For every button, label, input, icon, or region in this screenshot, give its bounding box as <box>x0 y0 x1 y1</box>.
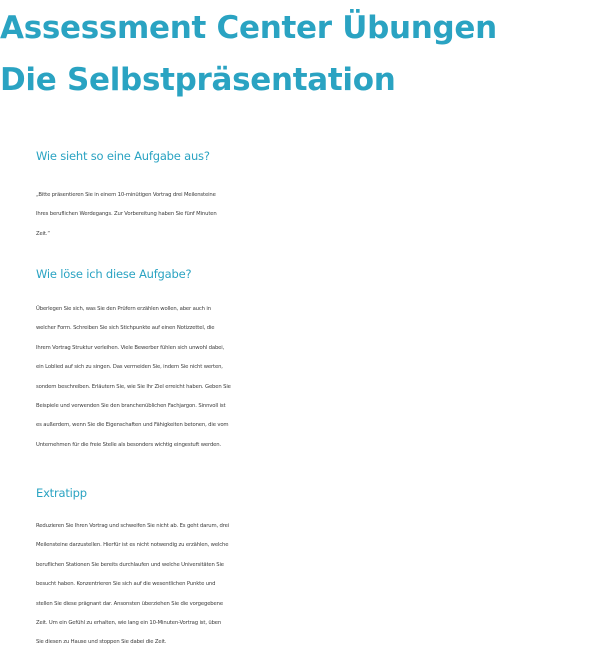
body-line: ein Loblied auf sich zu singen. Das vermeiden Sie, indem Sie nicht werten, <box>36 364 223 371</box>
body-line: Ihres beruflichen Werdegangs. Zur Vorbereitung haben Sie fünf Minuten <box>36 211 217 218</box>
body-line: Sie diesen zu Hause und stoppen Sie dabei die Zeit. <box>36 639 167 646</box>
body-line: „Bitte präsentieren Sie in einem 10-minütigen Vortrag drei Meilensteine <box>36 192 216 198</box>
body-line: sondern beschreiben. Erläutern Sie, wie Sie Ihr Ziel erreicht haben. Geben Sie <box>36 383 231 390</box>
body-line: welcher Form. Schreiben Sie sich Stichpunkte auf einen Notizzettel, die <box>36 325 215 332</box>
page-title <box>0 2 497 106</box>
section-heading: Wie sieht so eine Aufgabe aus? <box>36 149 210 163</box>
section-solution <box>36 261 611 455</box>
section-task-description <box>36 143 611 244</box>
section-body <box>36 186 611 244</box>
body-line: es außerdem, wenn Sie die Eigenschaften und Fähigkeiten betonen, die vom <box>36 422 229 429</box>
body-line: Meilensteine darzustellen. Hierfür ist es nicht notwendig zu erzählen, welche <box>36 542 229 549</box>
body-line: stellen Sie diese prägnant dar. Ansonsten überziehen Sie die vorgegebene <box>36 600 223 607</box>
body-line: Ihrem Vortrag Struktur verleihen. Viele Bewerber fühlen sich unwohl dabei, <box>36 344 225 351</box>
body-line: Überlegen Sie sich, was Sie den Prüfern erzählen wollen, aber auch in <box>36 306 211 312</box>
section-heading: Extratipp <box>36 486 87 500</box>
section-heading: Wie löse ich diese Aufgabe? <box>36 267 192 281</box>
page-title-line-1: Assessment Center Übungen <box>0 10 497 46</box>
section-extra-tip <box>36 480 611 653</box>
body-line: Zeit. Um ein Gefühl zu erhalten, wie lang ein 10-Minuten-Vortrag ist, üben <box>36 620 222 627</box>
body-line: Beispiele und verwenden Sie den branchenüblichen Fachjargon. Sinnvoll ist <box>36 403 226 410</box>
page-title-line-2: Die Selbstpräsentation <box>0 62 396 98</box>
section-body <box>36 517 611 653</box>
body-line: beruflichen Stationen Sie bereits durchlaufen und welche Universitäten Sie <box>36 561 224 568</box>
body-line: besucht haben. Konzentrieren Sie sich auf die wesentlichen Punkte und <box>36 581 216 588</box>
body-line: Reduzieren Sie Ihren Vortrag und schweifen Sie nicht ab. Es geht darum, drei <box>36 523 230 529</box>
body-line: Zeit.“ <box>36 230 50 237</box>
body-line: Unternehmen für die freie Stelle als besonders wichtig eingestuft werden. <box>36 441 222 448</box>
section-body <box>36 300 611 455</box>
